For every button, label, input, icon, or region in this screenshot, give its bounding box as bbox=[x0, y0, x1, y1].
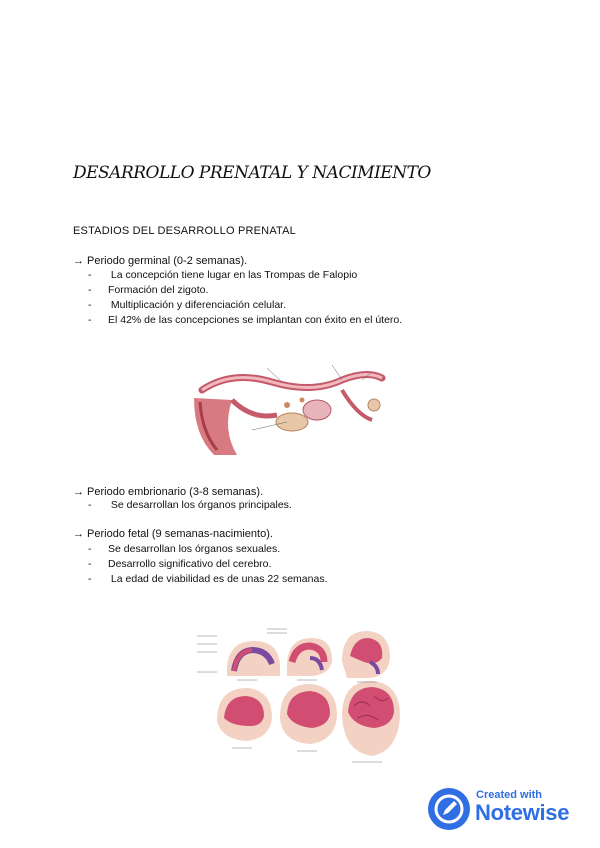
bullet-marker: - bbox=[88, 299, 92, 311]
badge-created-with-text: Created with bbox=[476, 789, 543, 801]
bullet-marker: - bbox=[88, 558, 92, 570]
bullet-list-fetal bbox=[88, 542, 328, 587]
document-subtitle: ESTADIOS DEL DESARROLLO PRENATAL bbox=[73, 225, 296, 237]
bullet-marker: - bbox=[88, 314, 92, 326]
bullet-marker: - bbox=[88, 284, 92, 296]
brain-development-illustration bbox=[192, 626, 402, 771]
bullet-item bbox=[88, 557, 328, 572]
pencil-icon bbox=[428, 788, 470, 830]
bullet-item bbox=[88, 268, 402, 283]
badge-notewise-text: Notewise bbox=[475, 800, 570, 825]
bullet-list-embrionario bbox=[88, 498, 292, 513]
bullet-item bbox=[88, 313, 402, 328]
document-title: DESARROLLO PRENATAL Y NACIMIENTO bbox=[73, 163, 431, 183]
bullet-marker: - bbox=[88, 269, 92, 281]
bullet-item bbox=[88, 542, 328, 557]
uterus-diagram-illustration bbox=[192, 360, 412, 460]
notewise-badge bbox=[428, 786, 588, 832]
section-heading-germinal: → Periodo germinal (0-2 semanas). bbox=[73, 255, 248, 267]
bullet-marker: - bbox=[88, 543, 92, 555]
bullet-text: Se desarrollan los órganos sexuales. bbox=[108, 543, 281, 555]
bullet-text: Desarrollo significativo del cerebro. bbox=[108, 558, 272, 570]
bullet-marker: - bbox=[88, 573, 92, 585]
bullet-item bbox=[88, 498, 292, 513]
bullet-text: El 42% de las concepciones se implantan con éxito en el útero. bbox=[108, 314, 403, 326]
bullet-text: La edad de viabilidad es de unas 22 semanas. bbox=[108, 573, 328, 585]
notewise-logo-icon bbox=[428, 788, 470, 830]
bullet-marker: - bbox=[88, 499, 92, 511]
section-heading-embrionario: → Periodo embrionario (3-8 semanas). bbox=[73, 486, 264, 498]
bullet-text: Formación del zigoto. bbox=[108, 284, 209, 296]
bullet-text: La concepción tiene lugar en las Trompas de Falopio bbox=[108, 269, 358, 281]
bullet-item bbox=[88, 572, 328, 587]
bullet-list-germinal bbox=[88, 268, 402, 328]
bullet-text: Multiplicación y diferenciación celular. bbox=[108, 299, 287, 311]
bullet-text: Se desarrollan los órganos principales. bbox=[108, 499, 292, 511]
section-heading-fetal: → Periodo fetal (9 semanas-nacimiento). bbox=[73, 528, 273, 540]
bullet-item bbox=[88, 298, 402, 313]
bullet-item bbox=[88, 283, 402, 298]
